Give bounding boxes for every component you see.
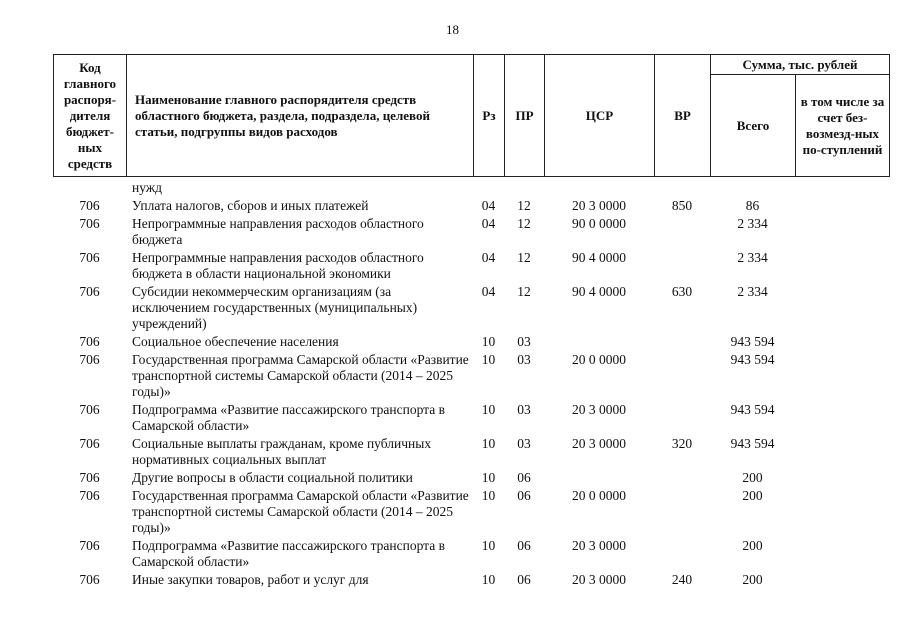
row-name: Подпрограмма «Развитие пассажирского транспорта в Самарской области»	[132, 538, 445, 569]
page-number: 18	[446, 22, 459, 37]
row-total: 943 594	[730, 402, 775, 417]
row-pr: 06	[517, 488, 531, 503]
row-vr: 630	[671, 284, 693, 299]
row-vr	[654, 334, 710, 352]
row-total: 2 334	[737, 250, 768, 265]
table-body	[53, 180, 889, 590]
row-total: 943 594	[730, 352, 775, 367]
row-pr: 03	[517, 352, 531, 367]
row-pr: 06	[517, 572, 531, 587]
row-code: 706	[79, 470, 100, 485]
row-name: Субсидии некоммерческим организациям (за исключением государственных (муниципальных) учреждений)	[132, 284, 418, 331]
row-name: Социальное обеспечение населения	[132, 334, 339, 349]
row-rz: 10	[481, 488, 496, 503]
header-pr: ПР	[505, 55, 545, 177]
row-name: Иные закупки товаров, работ и услуг для	[132, 572, 369, 587]
table-row	[53, 198, 889, 216]
row-pr: 12	[517, 198, 531, 213]
row-name: Государственная программа Самарской области «Развитие транспортной системы Самарской области (2014 – 2025 годы)»	[132, 488, 469, 535]
table-row	[53, 284, 889, 334]
row-incl	[795, 250, 889, 284]
row-name: Государственная программа Самарской области «Развитие транспортной системы Самарской области (2014 – 2025 годы)»	[132, 352, 469, 399]
row-total: 943 594	[730, 334, 775, 349]
header-incl: в том числе за счет без-возмезд-ных по-ступлений	[796, 75, 890, 177]
table-header	[53, 54, 890, 177]
continuation-text: нужд	[132, 180, 162, 195]
row-name: Другие вопросы в области социальной политики	[132, 470, 413, 485]
row-pr: 03	[517, 402, 531, 417]
row-name: Непрограммные направления расходов областного бюджета в области национальной экономики	[132, 250, 424, 281]
row-pr: 03	[517, 436, 531, 451]
row-code: 706	[79, 284, 100, 299]
row-code: 706	[79, 352, 100, 367]
row-code: 706	[79, 488, 100, 503]
row-rz: 04	[481, 250, 496, 265]
row-pr: 12	[517, 250, 531, 265]
header-csr: ЦСР	[545, 55, 655, 177]
header-rz: Рз	[474, 55, 505, 177]
row-total: 86	[745, 198, 760, 213]
row-vr: 850	[671, 198, 693, 213]
row-rz: 10	[481, 436, 496, 451]
table-row	[53, 352, 889, 402]
header-name: Наименование главного распорядителя средств областного бюджета, раздела, подраздела, целевой статьи, подгруппы видов расходов	[127, 55, 474, 177]
row-name: Подпрограмма «Развитие пассажирского транспорта в Самарской области»	[132, 402, 445, 433]
row-vr	[654, 250, 710, 284]
table-row	[53, 436, 889, 470]
table-row	[53, 488, 889, 538]
row-csr: 20 3 0000	[572, 198, 626, 213]
row-csr: 90 4 0000	[572, 250, 626, 265]
row-total: 200	[742, 470, 763, 485]
row-incl	[795, 334, 889, 352]
row-csr: 20 3 0000	[572, 538, 626, 553]
row-vr: 320	[671, 436, 693, 451]
row-incl	[795, 572, 889, 590]
row-name: Социальные выплаты гражданам, кроме публичных нормативных социальных выплат	[132, 436, 432, 467]
row-csr: 20 3 0000	[572, 436, 626, 451]
header-total: Всего	[711, 75, 796, 177]
table-row	[53, 470, 889, 488]
row-csr: 90 0 0000	[572, 216, 626, 231]
table-row	[53, 402, 889, 436]
row-csr: 20 0 0000	[572, 352, 626, 367]
table-row	[53, 572, 889, 590]
row-vr	[654, 402, 710, 436]
row-csr: 20 3 0000	[572, 402, 626, 417]
row-vr	[654, 352, 710, 402]
row-rz: 04	[481, 216, 496, 231]
row-incl	[795, 402, 889, 436]
row-total: 2 334	[737, 284, 768, 299]
header-vr: ВР	[655, 55, 711, 177]
row-code: 706	[79, 436, 100, 451]
row-total: 200	[742, 538, 763, 553]
row-total: 200	[742, 488, 763, 503]
row-vr	[654, 216, 710, 250]
row-rz: 04	[481, 284, 496, 299]
row-vr	[654, 488, 710, 538]
continuation-row	[53, 180, 889, 198]
row-incl	[795, 198, 889, 216]
row-rz: 04	[481, 198, 496, 213]
row-incl	[795, 470, 889, 488]
row-incl	[795, 538, 889, 572]
header-code: Код главного распоря-дителя бюджет-ных средств	[54, 55, 127, 177]
row-vr: 240	[671, 572, 693, 587]
row-total: 943 594	[730, 436, 775, 451]
row-incl	[795, 436, 889, 470]
row-pr: 03	[517, 334, 531, 349]
row-rz: 10	[481, 470, 496, 485]
row-rz: 10	[481, 572, 496, 587]
row-total: 2 334	[737, 216, 768, 231]
row-csr: 20 3 0000	[572, 572, 626, 587]
row-name: Уплата налогов, сборов и иных платежей	[132, 198, 369, 213]
row-incl	[795, 352, 889, 402]
row-incl	[795, 284, 889, 334]
row-incl	[795, 488, 889, 538]
row-pr: 06	[517, 470, 531, 485]
row-code: 706	[79, 198, 100, 213]
row-rz: 10	[481, 538, 496, 553]
row-pr: 06	[517, 538, 531, 553]
row-incl	[795, 216, 889, 250]
row-pr: 12	[517, 216, 531, 231]
row-code: 706	[79, 216, 100, 231]
row-rz: 10	[481, 402, 496, 417]
table-row	[53, 216, 889, 250]
row-pr: 12	[517, 284, 531, 299]
row-csr	[544, 470, 654, 488]
row-code: 706	[79, 334, 100, 349]
header-sum: Сумма, тыс. рублей	[711, 55, 890, 75]
row-csr: 20 0 0000	[572, 488, 626, 503]
row-rz: 10	[481, 334, 496, 349]
row-total: 200	[742, 572, 763, 587]
row-rz: 10	[481, 352, 496, 367]
table-row	[53, 538, 889, 572]
row-code: 706	[79, 538, 100, 553]
row-csr: 90 4 0000	[572, 284, 626, 299]
table-row	[53, 334, 889, 352]
row-name: Непрограммные направления расходов областного бюджета	[132, 216, 424, 247]
row-code: 706	[79, 572, 100, 587]
row-code: 706	[79, 250, 100, 265]
row-vr	[654, 470, 710, 488]
row-csr	[544, 334, 654, 352]
row-vr	[654, 538, 710, 572]
table-row	[53, 250, 889, 284]
row-code: 706	[79, 402, 100, 417]
